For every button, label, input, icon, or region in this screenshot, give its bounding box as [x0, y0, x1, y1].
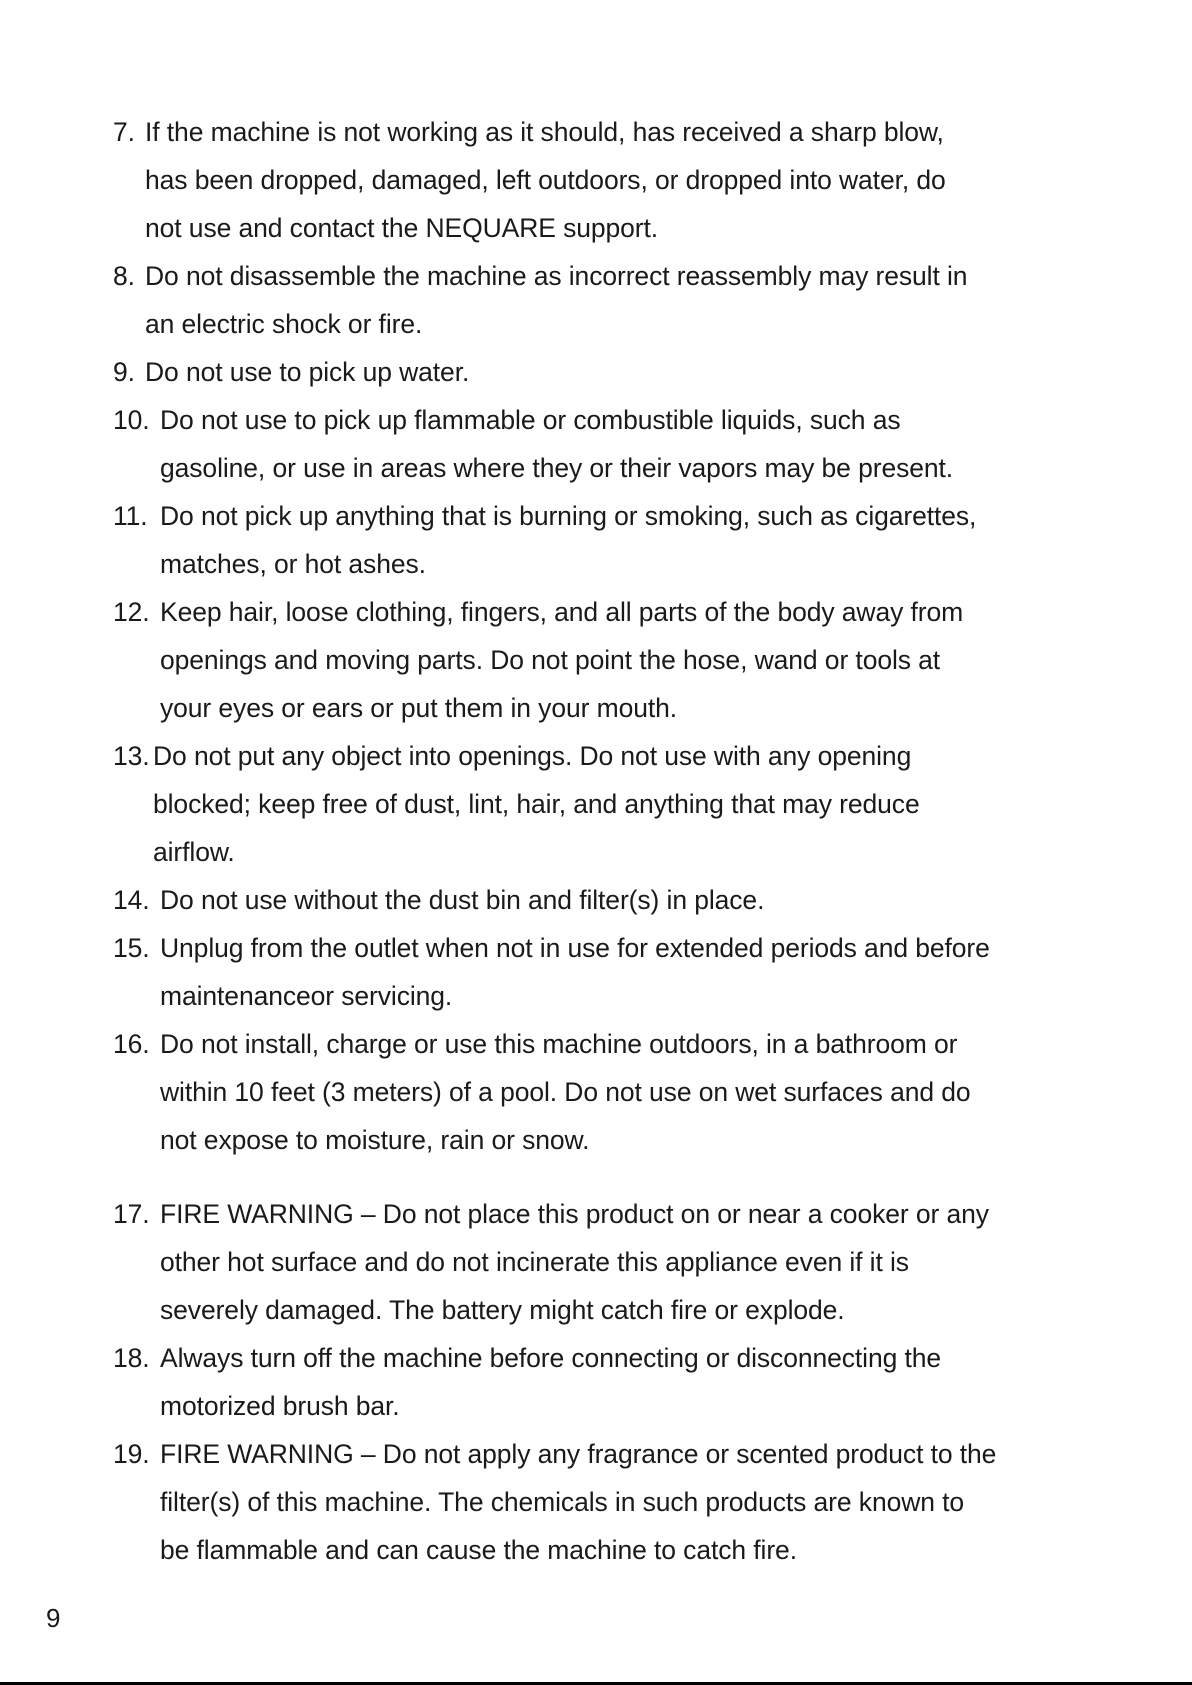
item-number: 14. [113, 885, 150, 915]
item-text-line: Always turn off the machine before connecting or disconnecting the [160, 1343, 942, 1373]
page-number: 9 [46, 1603, 61, 1633]
item-text-line: gasoline, or use in areas where they or their vapors may be present. [160, 453, 954, 483]
item-text-line: maintenanceor servicing. [160, 981, 453, 1011]
item-text-line: Do not use without the dust bin and filter(s) in place. [160, 885, 765, 915]
item-number: 12. [113, 597, 150, 627]
item-text-line: blocked; keep free of dust, lint, hair, and anything that may reduce [153, 789, 920, 819]
item-text-line: openings and moving parts. Do not point the hose, wand or tools at [160, 645, 941, 675]
item-text-line: Do not install, charge or use this machine outdoors, in a bathroom or [160, 1029, 958, 1059]
list-item-14 [113, 876, 1093, 924]
item-text-line: your eyes or ears or put them in your mouth. [160, 693, 678, 723]
item-number: 7. [113, 117, 135, 147]
item-number: 10. [113, 405, 150, 435]
item-text-line: motorized brush bar. [160, 1391, 400, 1421]
item-text-line: other hot surface and do not incinerate this appliance even if it is [160, 1247, 909, 1277]
item-text-line: be flammable and can cause the machine to catch fire. [160, 1535, 797, 1565]
item-text-line: an electric shock or fire. [145, 309, 423, 339]
item-text-line: filter(s) of this machine. The chemicals in such products are known to [160, 1487, 965, 1517]
item-number: 13. [113, 741, 150, 771]
item-text-line: Keep hair, loose clothing, fingers, and all parts of the body away from [160, 597, 964, 627]
item-text-line: FIRE WARNING – Do not apply any fragrance or scented product to the [160, 1439, 997, 1469]
list-item-8 [113, 252, 1093, 348]
item-text-line: has been dropped, damaged, left outdoors, or dropped into water, do [145, 165, 946, 195]
item-text-line: FIRE WARNING – Do not place this product on or near a cooker or any [160, 1199, 989, 1229]
list-item-15 [113, 924, 1093, 1020]
item-text-line: If the machine is not working as it should, has received a sharp blow, [145, 117, 944, 147]
item-number: 19. [113, 1439, 150, 1469]
item-text-line: Do not use to pick up water. [145, 357, 470, 387]
list-item-7 [113, 108, 1093, 252]
item-text-line: not expose to moisture, rain or snow. [160, 1125, 590, 1155]
item-text-line: Do not disassemble the machine as incorrect reassembly may result in [145, 261, 968, 291]
item-text-line: within 10 feet (3 meters) of a pool. Do not use on wet surfaces and do [160, 1077, 971, 1107]
item-text-line: Do not put any object into openings. Do not use with any opening [153, 741, 912, 771]
item-number: 8. [113, 261, 135, 291]
list-item-9 [113, 348, 1093, 396]
list-item-19 [113, 1430, 1093, 1574]
item-number: 17. [113, 1199, 150, 1229]
list-item-18 [113, 1334, 1093, 1430]
list-item-16 [113, 1020, 1093, 1164]
item-number: 11. [113, 501, 148, 531]
list-item-11 [113, 492, 1093, 588]
item-text-line: airflow. [153, 837, 235, 867]
item-text-line: matches, or hot ashes. [160, 549, 426, 579]
item-text-line: Do not pick up anything that is burning or smoking, such as cigarettes, [160, 501, 977, 531]
item-number: 15. [113, 933, 150, 963]
list-item-12 [113, 588, 1093, 732]
list-item-10 [113, 396, 1093, 492]
item-text-line: not use and contact the NEQUARE support. [145, 213, 659, 243]
item-number: 9. [113, 357, 135, 387]
item-text-line: severely damaged. The battery might catch fire or explode. [160, 1295, 845, 1325]
item-number: 16. [113, 1029, 150, 1059]
item-text-line: Do not use to pick up flammable or combustible liquids, such as [160, 405, 901, 435]
list-item-17 [113, 1190, 1093, 1334]
safety-instructions-list [113, 108, 1093, 1574]
list-item-13 [113, 732, 1093, 876]
item-number: 18. [113, 1343, 150, 1373]
item-text-line: Unplug from the outlet when not in use for extended periods and before [160, 933, 990, 963]
